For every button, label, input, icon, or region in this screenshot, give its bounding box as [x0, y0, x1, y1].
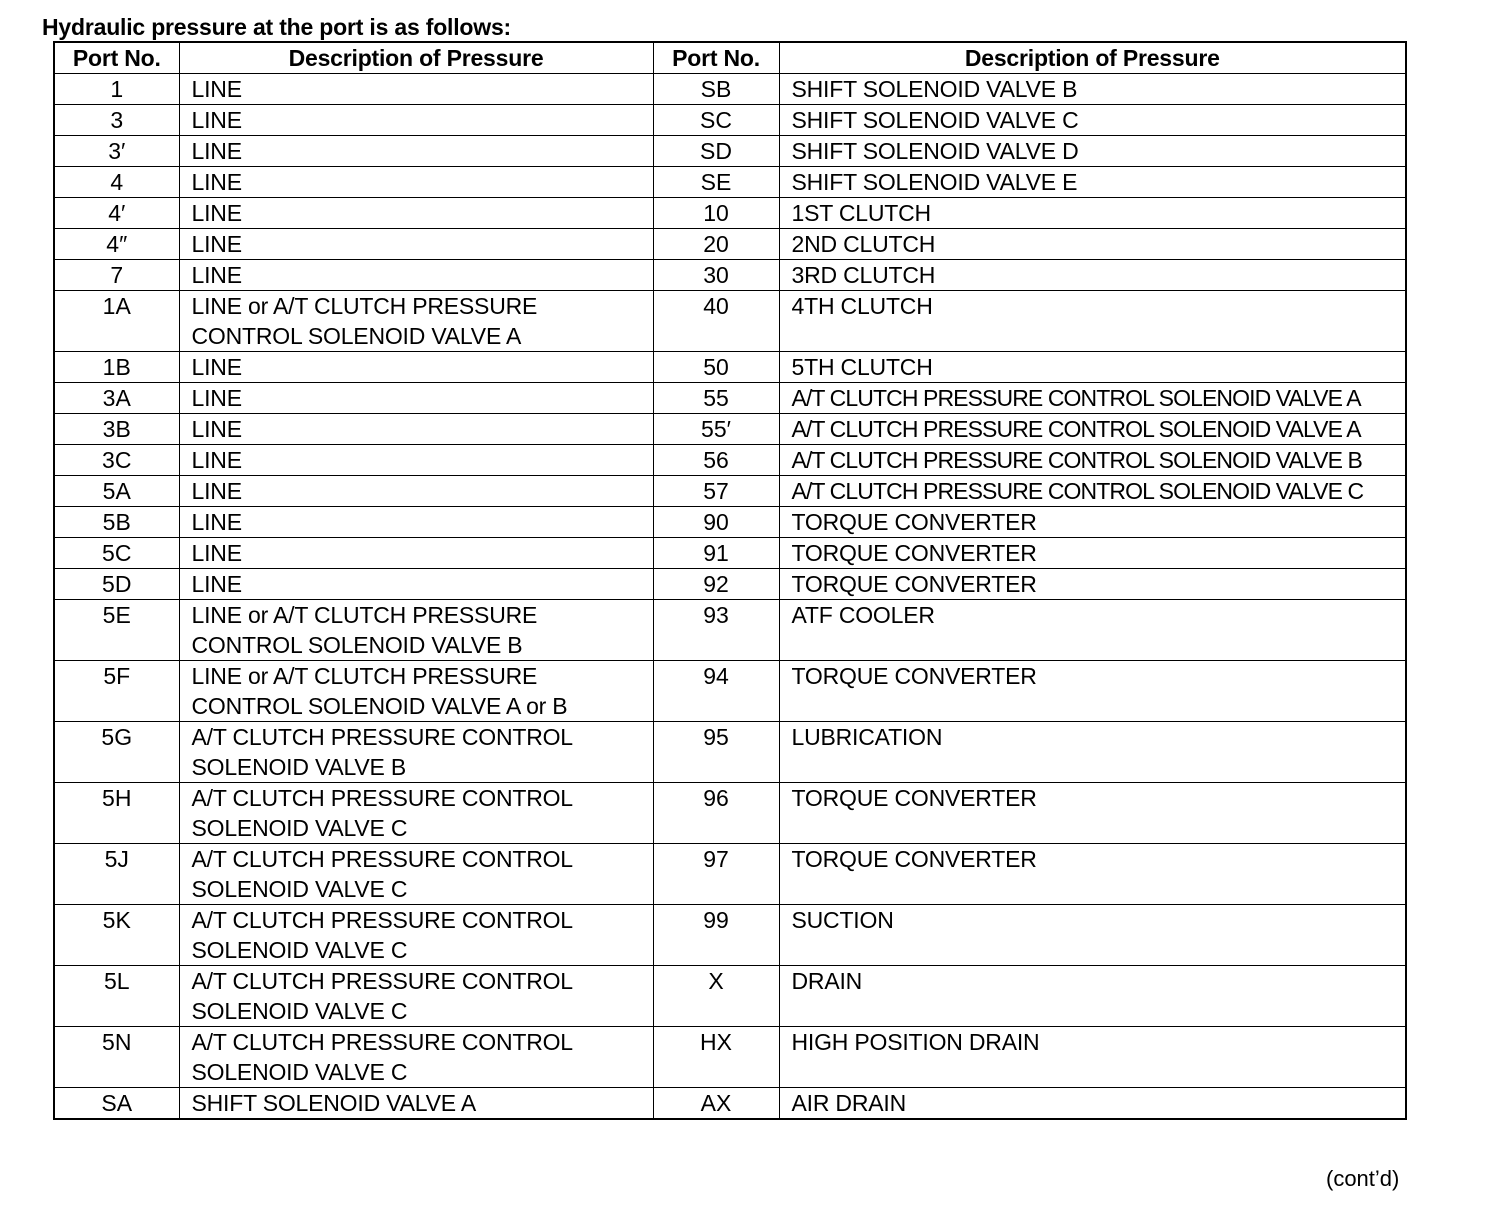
port-a-cell: 3	[54, 105, 179, 136]
description-b-cell: A/T CLUTCH PRESSURE CONTROL SOLENOID VALVE A	[779, 414, 1406, 445]
table-row	[54, 507, 1406, 538]
port-b-cell: 56	[653, 445, 779, 476]
description-a-cell: LINE or A/T CLUTCH PRESSURE CONTROL SOLENOID VALVE A or B	[179, 661, 653, 722]
description-b-cell: TORQUE CONVERTER	[779, 661, 1406, 722]
description-a-cell: LINE	[179, 105, 653, 136]
description-b-cell: SHIFT SOLENOID VALVE E	[779, 167, 1406, 198]
port-a-cell: 5H	[54, 783, 179, 844]
table-row	[54, 538, 1406, 569]
description-b-cell: A/T CLUTCH PRESSURE CONTROL SOLENOID VALVE C	[779, 476, 1406, 507]
description-a-cell: A/T CLUTCH PRESSURE CONTROL SOLENOID VALVE B	[179, 722, 653, 783]
table-row	[54, 414, 1406, 445]
description-b-cell: TORQUE CONVERTER	[779, 569, 1406, 600]
table-row	[54, 844, 1406, 905]
port-a-cell: 3A	[54, 383, 179, 414]
description-b-cell: 1ST CLUTCH	[779, 198, 1406, 229]
table-row	[54, 105, 1406, 136]
table-row	[54, 445, 1406, 476]
port-a-cell: 1B	[54, 352, 179, 383]
header-port-no-left: Port No.	[54, 42, 179, 74]
table-row	[54, 1088, 1406, 1120]
port-b-cell: 94	[653, 661, 779, 722]
port-b-cell: SE	[653, 167, 779, 198]
port-a-cell: 5C	[54, 538, 179, 569]
description-a-cell: LINE	[179, 476, 653, 507]
description-a-cell: A/T CLUTCH PRESSURE CONTROL SOLENOID VALVE C	[179, 1027, 653, 1088]
header-port-no-right: Port No.	[653, 42, 779, 74]
port-b-cell: 96	[653, 783, 779, 844]
table-row	[54, 167, 1406, 198]
header-description-left: Description of Pressure	[179, 42, 653, 74]
port-b-cell: SD	[653, 136, 779, 167]
description-b-cell: SUCTION	[779, 905, 1406, 966]
description-a-cell: LINE	[179, 569, 653, 600]
port-b-cell: SB	[653, 74, 779, 105]
description-b-cell: AIR DRAIN	[779, 1088, 1406, 1120]
port-b-cell: HX	[653, 1027, 779, 1088]
port-a-cell: 5F	[54, 661, 179, 722]
description-a-cell: LINE	[179, 538, 653, 569]
port-a-cell: 4′	[54, 198, 179, 229]
description-b-cell: 4TH CLUTCH	[779, 291, 1406, 352]
table-row	[54, 966, 1406, 1027]
table-row	[54, 291, 1406, 352]
table-row	[54, 260, 1406, 291]
description-a-cell: LINE	[179, 229, 653, 260]
port-b-cell: 50	[653, 352, 779, 383]
description-a-cell: A/T CLUTCH PRESSURE CONTROL SOLENOID VALVE C	[179, 844, 653, 905]
table-row	[54, 722, 1406, 783]
port-b-cell: 92	[653, 569, 779, 600]
description-a-cell: LINE	[179, 507, 653, 538]
page-title: Hydraulic pressure at the port is as follows:	[42, 14, 512, 40]
port-b-cell: 20	[653, 229, 779, 260]
description-a-cell: LINE	[179, 414, 653, 445]
description-b-cell: TORQUE CONVERTER	[779, 538, 1406, 569]
port-b-cell: 40	[653, 291, 779, 352]
port-a-cell: 5K	[54, 905, 179, 966]
table-row	[54, 198, 1406, 229]
continued-note: (cont’d)	[1326, 1166, 1400, 1191]
port-a-cell: 3C	[54, 445, 179, 476]
description-b-cell: 3RD CLUTCH	[779, 260, 1406, 291]
table-row	[54, 600, 1406, 661]
table-row	[54, 74, 1406, 105]
description-b-cell: DRAIN	[779, 966, 1406, 1027]
port-a-cell: 5D	[54, 569, 179, 600]
table-row	[54, 661, 1406, 722]
description-a-cell: LINE	[179, 167, 653, 198]
description-b-cell: LUBRICATION	[779, 722, 1406, 783]
port-a-cell: 5A	[54, 476, 179, 507]
port-a-cell: 5E	[54, 600, 179, 661]
port-a-cell: 7	[54, 260, 179, 291]
description-a-cell: LINE	[179, 445, 653, 476]
description-a-cell: SHIFT SOLENOID VALVE A	[179, 1088, 653, 1120]
port-pressure-table	[53, 41, 1407, 1120]
description-a-cell: A/T CLUTCH PRESSURE CONTROL SOLENOID VALVE C	[179, 783, 653, 844]
port-b-cell: AX	[653, 1088, 779, 1120]
port-a-cell: 5L	[54, 966, 179, 1027]
port-a-cell: 4	[54, 167, 179, 198]
port-a-cell: SA	[54, 1088, 179, 1120]
port-a-cell: 5B	[54, 507, 179, 538]
description-b-cell: TORQUE CONVERTER	[779, 507, 1406, 538]
port-b-cell: 97	[653, 844, 779, 905]
table-row	[54, 569, 1406, 600]
description-b-cell: TORQUE CONVERTER	[779, 844, 1406, 905]
description-a-cell: LINE	[179, 74, 653, 105]
port-b-cell: 55′	[653, 414, 779, 445]
table-row	[54, 229, 1406, 260]
port-b-cell: 95	[653, 722, 779, 783]
description-b-cell: 2ND CLUTCH	[779, 229, 1406, 260]
table-row	[54, 383, 1406, 414]
port-b-cell: 90	[653, 507, 779, 538]
port-a-cell: 5N	[54, 1027, 179, 1088]
table-row	[54, 1027, 1406, 1088]
description-a-cell: LINE	[179, 260, 653, 291]
description-b-cell: TORQUE CONVERTER	[779, 783, 1406, 844]
table-row	[54, 905, 1406, 966]
table-row	[54, 352, 1406, 383]
table-row	[54, 136, 1406, 167]
port-b-cell: X	[653, 966, 779, 1027]
port-a-cell: 3B	[54, 414, 179, 445]
port-b-cell: 10	[653, 198, 779, 229]
port-a-cell: 1	[54, 74, 179, 105]
description-a-cell: LINE	[179, 198, 653, 229]
port-a-cell: 1A	[54, 291, 179, 352]
port-a-cell: 4″	[54, 229, 179, 260]
table-row	[54, 783, 1406, 844]
port-a-cell: 3′	[54, 136, 179, 167]
port-b-cell: 91	[653, 538, 779, 569]
description-a-cell: A/T CLUTCH PRESSURE CONTROL SOLENOID VALVE C	[179, 966, 653, 1027]
description-b-cell: SHIFT SOLENOID VALVE B	[779, 74, 1406, 105]
table-body	[54, 74, 1406, 1120]
port-b-cell: 57	[653, 476, 779, 507]
description-b-cell: ATF COOLER	[779, 600, 1406, 661]
table-header-row	[54, 42, 1406, 74]
description-a-cell: LINE	[179, 383, 653, 414]
description-b-cell: A/T CLUTCH PRESSURE CONTROL SOLENOID VALVE A	[779, 383, 1406, 414]
port-b-cell: 55	[653, 383, 779, 414]
description-b-cell: SHIFT SOLENOID VALVE C	[779, 105, 1406, 136]
description-b-cell: HIGH POSITION DRAIN	[779, 1027, 1406, 1088]
description-a-cell: LINE	[179, 352, 653, 383]
description-a-cell: LINE or A/T CLUTCH PRESSURE CONTROL SOLENOID VALVE B	[179, 600, 653, 661]
description-b-cell: A/T CLUTCH PRESSURE CONTROL SOLENOID VALVE B	[779, 445, 1406, 476]
description-a-cell: LINE or A/T CLUTCH PRESSURE CONTROL SOLENOID VALVE A	[179, 291, 653, 352]
port-b-cell: 99	[653, 905, 779, 966]
port-a-cell: 5G	[54, 722, 179, 783]
port-b-cell: 30	[653, 260, 779, 291]
port-b-cell: SC	[653, 105, 779, 136]
port-a-cell: 5J	[54, 844, 179, 905]
description-a-cell: LINE	[179, 136, 653, 167]
port-b-cell: 93	[653, 600, 779, 661]
table-row	[54, 476, 1406, 507]
description-a-cell: A/T CLUTCH PRESSURE CONTROL SOLENOID VALVE C	[179, 905, 653, 966]
description-b-cell: SHIFT SOLENOID VALVE D	[779, 136, 1406, 167]
description-b-cell: 5TH CLUTCH	[779, 352, 1406, 383]
header-description-right: Description of Pressure	[779, 42, 1406, 74]
